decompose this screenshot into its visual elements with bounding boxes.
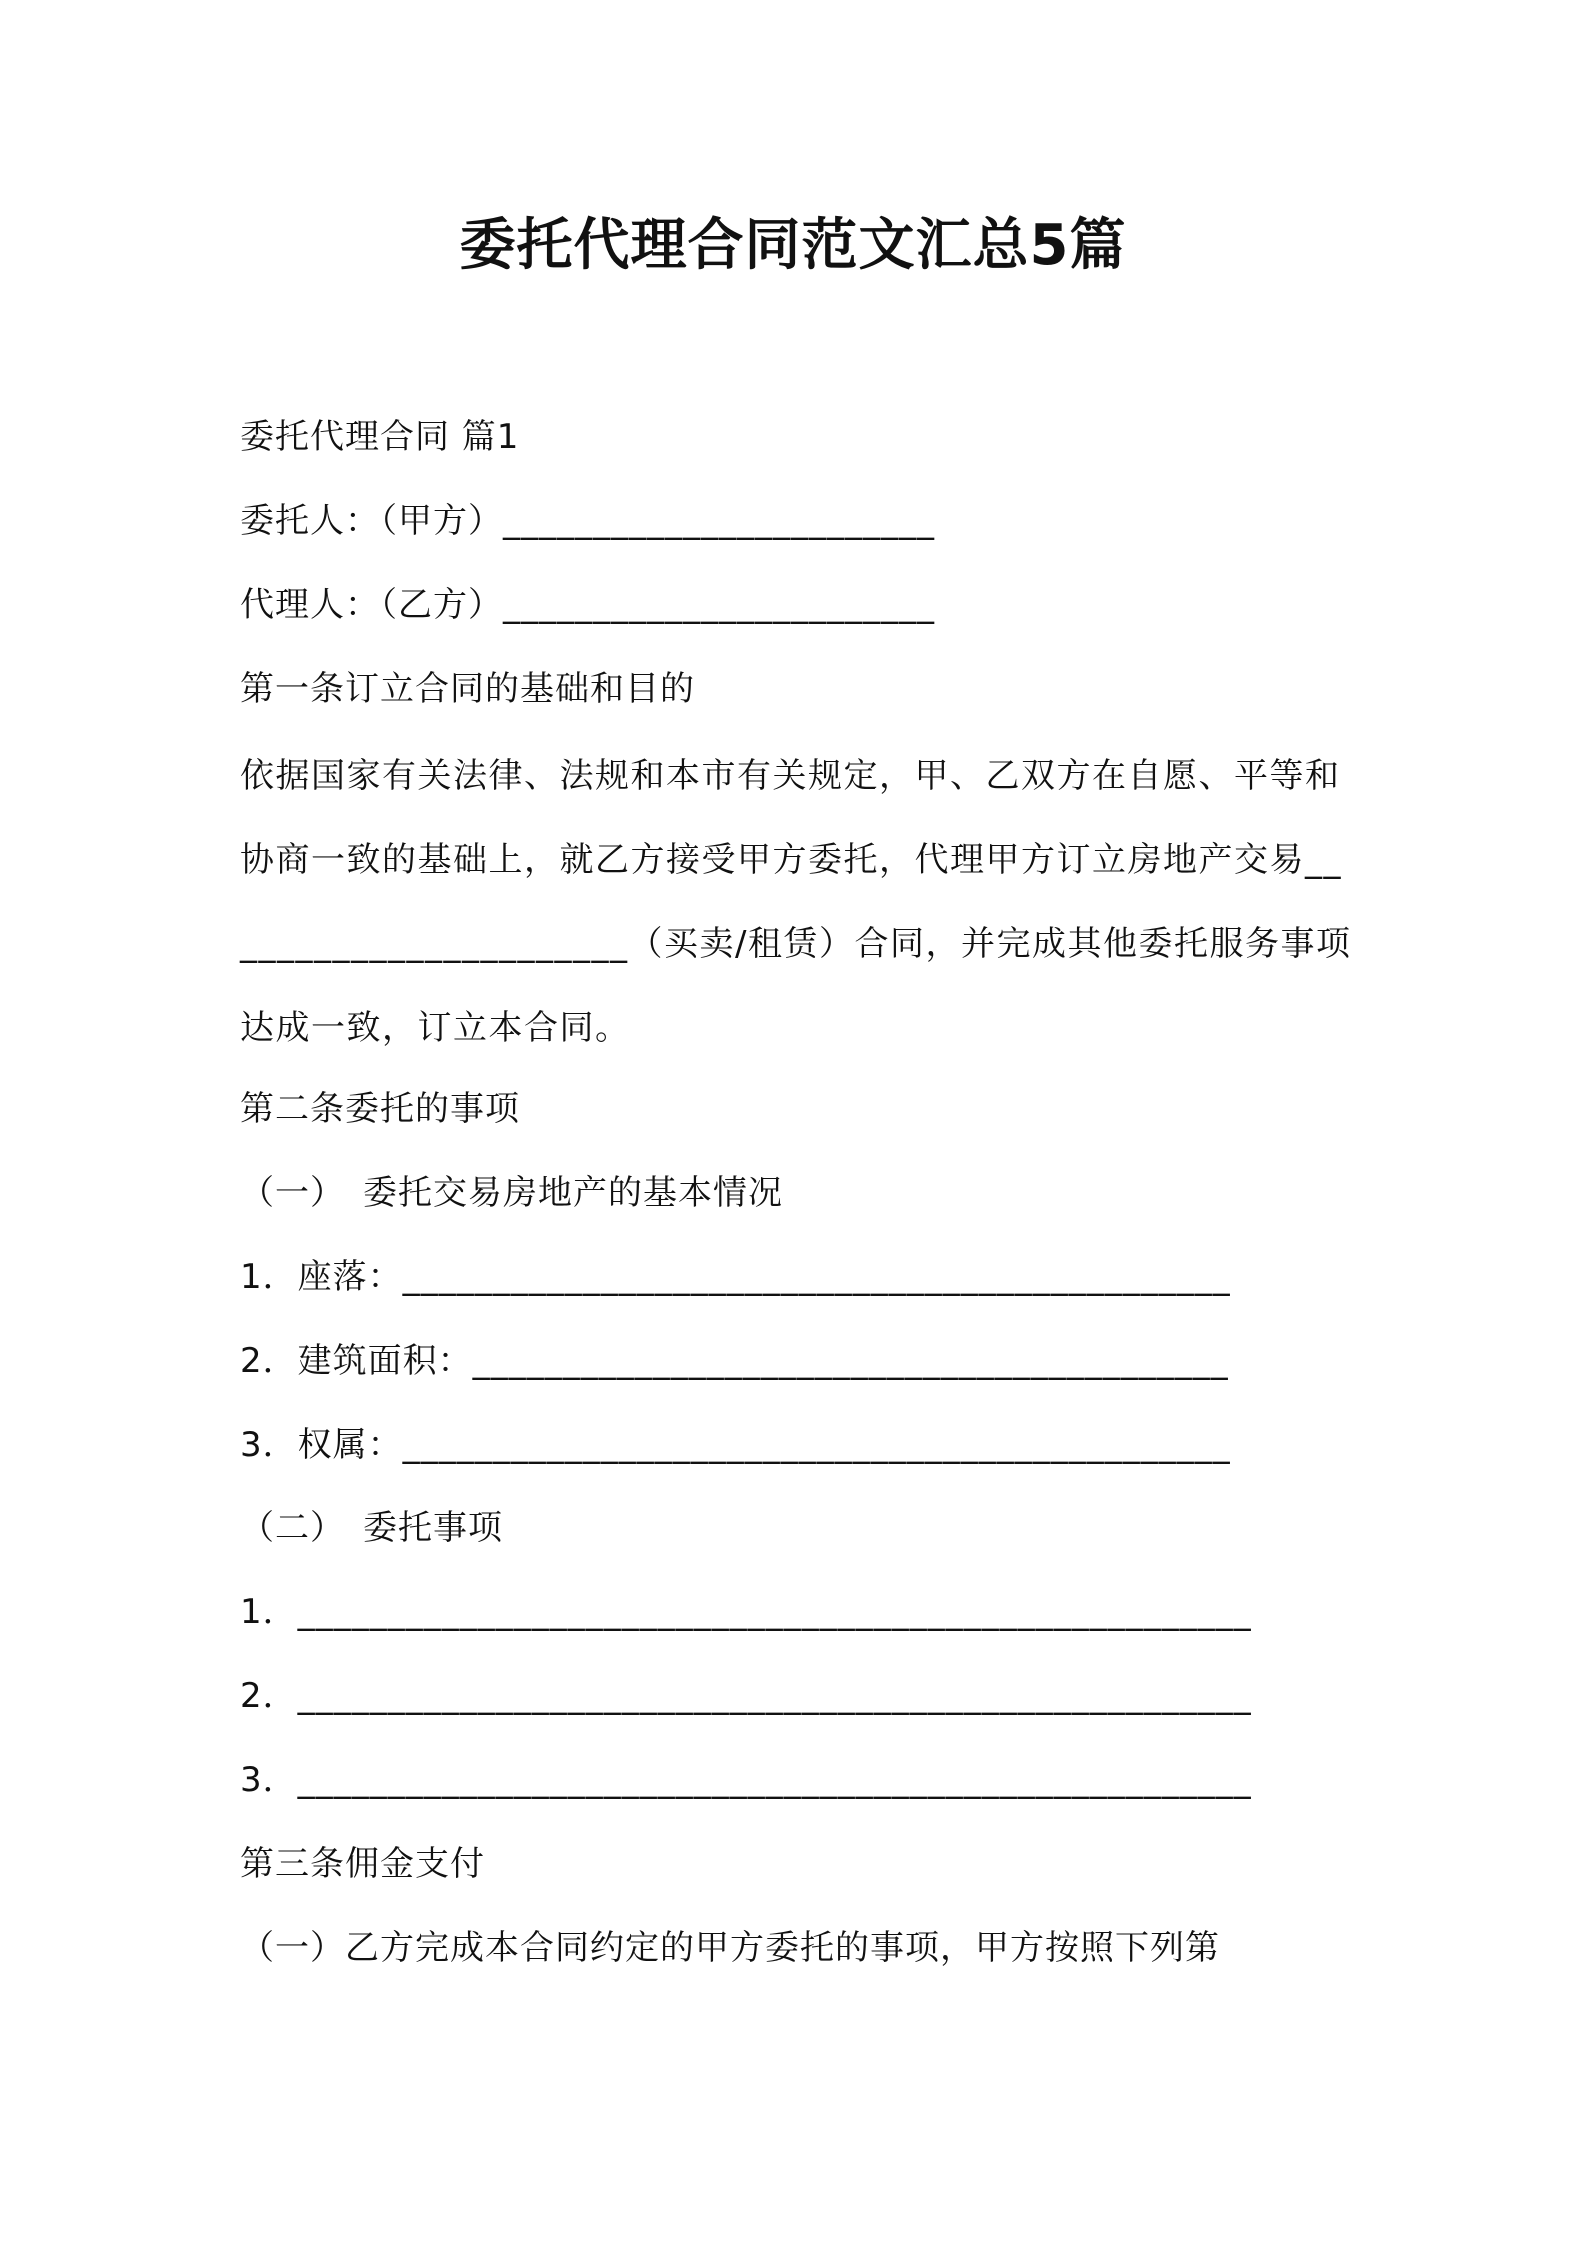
- item-location: 1．座落：______________________________________________: [240, 1257, 1231, 1297]
- section1-title: （一） 委托交易房地产的基本情况: [240, 1173, 783, 1213]
- contract-heading: 委托代理合同 篇1: [240, 417, 520, 457]
- article1-body: 依据国家有关法律、法规和本市有关规定，甲、乙双方在自愿、平等和协商一致的基础上，就乙方接受甲方委托，代理甲方订立房地产交易_______________________（买卖/租赁）合同，并完成其他委托服务事项达成一致，订立本合同。: [240, 756, 1352, 1048]
- item-ownership: 3．权属：______________________________________________: [240, 1425, 1231, 1465]
- article3-title: 第三条佣金支付: [240, 1844, 485, 1884]
- task-item-1: 1．_____________________________________________________: [240, 1592, 1252, 1632]
- section2-title: （二） 委托事项: [240, 1508, 503, 1548]
- principal-line: 委托人：（甲方）________________________: [240, 501, 935, 541]
- item-area: 2．建筑面积：__________________________________________: [240, 1341, 1229, 1381]
- task-item-3: 3．_____________________________________________________: [240, 1760, 1252, 1800]
- document-title: 委托代理合同范文汇总5篇: [459, 213, 1127, 278]
- article1-title: 第一条订立合同的基础和目的: [240, 669, 695, 709]
- article2-title: 第二条委托的事项: [240, 1089, 520, 1129]
- agent-line: 代理人：（乙方）________________________: [240, 585, 935, 625]
- task-item-2: 2．_____________________________________________________: [240, 1676, 1252, 1716]
- article3-line1: （一）乙方完成本合同约定的甲方委托的事项，甲方按照下列第: [240, 1928, 1220, 1968]
